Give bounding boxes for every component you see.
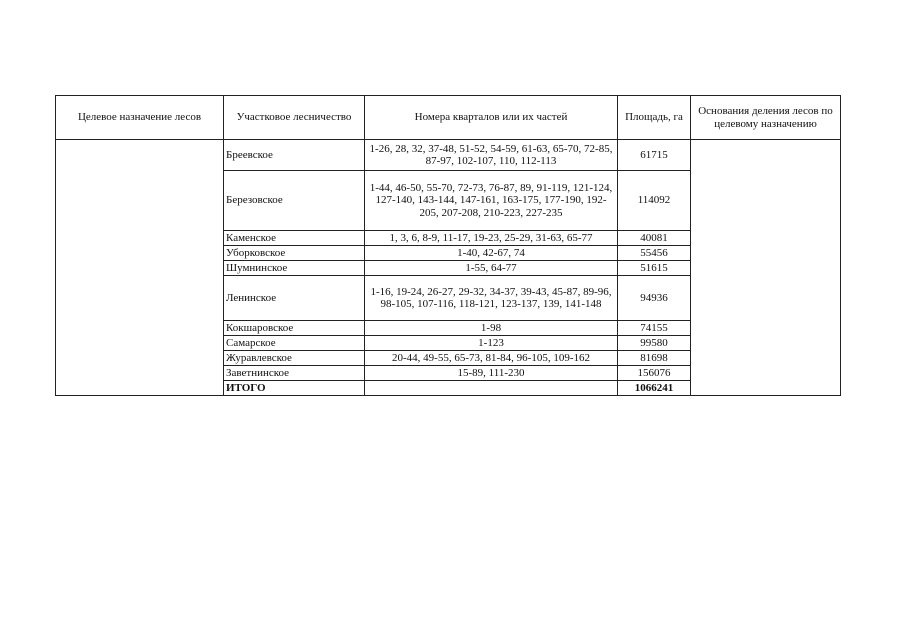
area-cell: 61715	[618, 140, 691, 171]
district-name: Журавлевское	[224, 351, 365, 366]
header-district: Участковое лесничество	[224, 96, 365, 140]
header-row	[56, 96, 841, 140]
area-cell: 55456	[618, 246, 691, 261]
area-cell: 40081	[618, 231, 691, 246]
area-cell: 99580	[618, 336, 691, 351]
header-basis: Основания деления лесов по целевому назначению	[691, 96, 841, 140]
area-cell: 51615	[618, 261, 691, 276]
quarters-cell: 1, 3, 6, 8-9, 11-17, 19-23, 25-29, 31-63, 65-77	[365, 231, 618, 246]
table-row	[56, 140, 841, 171]
district-name: Каменское	[224, 231, 365, 246]
purpose-cell	[56, 140, 224, 396]
quarters-cell: 1-98	[365, 321, 618, 336]
district-name: Кокшаровское	[224, 321, 365, 336]
area-cell: 94936	[618, 276, 691, 321]
header-area: Площадь, га	[618, 96, 691, 140]
area-cell: 81698	[618, 351, 691, 366]
district-name: Березовское	[224, 171, 365, 231]
area-cell: 156076	[618, 366, 691, 381]
quarters-cell: 1-26, 28, 32, 37-48, 51-52, 54-59, 61-63, 65-70, 72-85, 87-97, 102-107, 110, 112-113	[365, 140, 618, 171]
area-cell: 74155	[618, 321, 691, 336]
district-name: Уборковское	[224, 246, 365, 261]
district-name: Шумнинское	[224, 261, 365, 276]
header-purpose: Целевое назначение лесов	[56, 96, 224, 140]
basis-cell	[691, 140, 841, 396]
quarters-cell: 15-89, 111-230	[365, 366, 618, 381]
quarters-cell: 20-44, 49-55, 65-73, 81-84, 96-105, 109-162	[365, 351, 618, 366]
district-name: Бреевское	[224, 140, 365, 171]
header-quarters: Номера кварталов или их частей	[365, 96, 618, 140]
forest-table	[55, 95, 841, 396]
total-area: 1066241	[618, 381, 691, 396]
quarters-cell: 1-55, 64-77	[365, 261, 618, 276]
quarters-cell: 1-40, 42-67, 74	[365, 246, 618, 261]
district-name: Самарское	[224, 336, 365, 351]
district-name: Заветнинское	[224, 366, 365, 381]
area-cell: 114092	[618, 171, 691, 231]
quarters-cell: 1-16, 19-24, 26-27, 29-32, 34-37, 39-43, 45-87, 89-96, 98-105, 107-116, 118-121, 123-137, 139, 141-148	[365, 276, 618, 321]
district-name: Ленинское	[224, 276, 365, 321]
total-label: ИТОГО	[224, 381, 365, 396]
quarters-cell: 1-123	[365, 336, 618, 351]
total-quarters-cell	[365, 381, 618, 396]
quarters-cell: 1-44, 46-50, 55-70, 72-73, 76-87, 89, 91-119, 121-124, 127-140, 143-144, 147-161, 163-175, 177-190, 192-205, 207-208, 210-223, 227-235	[365, 171, 618, 231]
